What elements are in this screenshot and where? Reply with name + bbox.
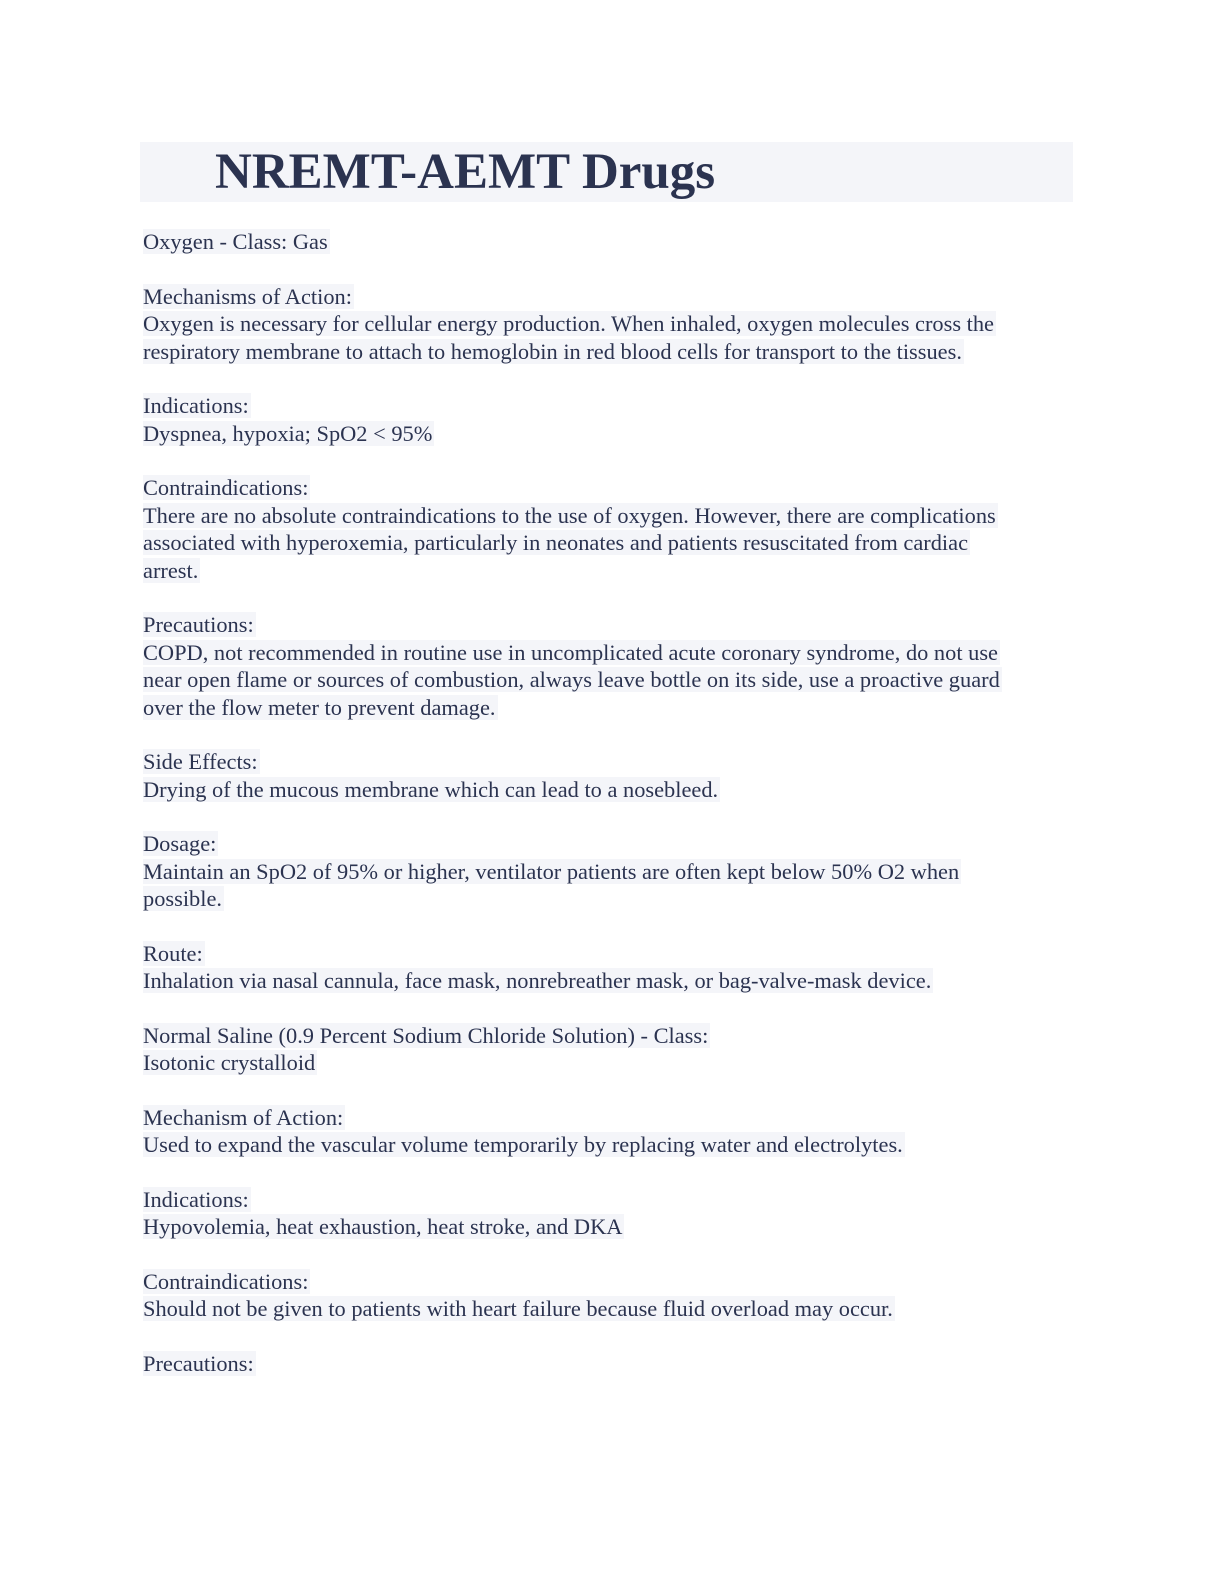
oxygen-route-line: Inhalation via nasal cannula, face mask, nonrebreather mask, or bag-valve-mask device.: [143, 968, 932, 993]
saline-indications-line: Hypovolemia, heat exhaustion, heat stroke, and DKA: [143, 1214, 623, 1239]
saline-indications-block: [143, 1186, 1073, 1241]
oxygen-precautions-block: [143, 611, 1073, 721]
oxygen-precautions-line: near open flame or sources of combustion, always leave bottle on its side, use a proactive guard: [143, 667, 1000, 692]
oxygen-dosage-block: [143, 830, 1073, 913]
saline-contraindications-line: Should not be given to patients with heart failure because fluid overload may occur.: [143, 1296, 893, 1321]
oxygen-dosage-line: possible.: [143, 886, 222, 911]
saline-mechanism-block: [143, 1104, 1073, 1159]
oxygen-indications-block: [143, 392, 1073, 447]
oxygen-mechanism-heading: Mechanisms of Action:: [143, 283, 352, 309]
document-body: [143, 228, 1073, 1404]
oxygen-route-heading: Route:: [143, 940, 203, 966]
oxygen-side-effects-line: Drying of the mucous membrane which can lead to a nosebleed.: [143, 776, 719, 802]
saline-precautions-heading: Precautions:: [143, 1350, 254, 1376]
saline-contraindications-block: [143, 1268, 1073, 1323]
oxygen-contraindications-line: arrest.: [143, 557, 199, 583]
oxygen-side-effects-block: [143, 748, 1073, 803]
oxygen-class-block: [143, 228, 1073, 256]
oxygen-contraindications-line: There are no absolute contraindications to the use of oxygen. However, there are complications: [143, 502, 996, 528]
saline-mechanism-line: Used to expand the vascular volume temporarily by replacing water and electrolytes.: [143, 1132, 903, 1157]
oxygen-precautions-heading: Precautions:: [143, 612, 254, 637]
saline-class-block: [143, 1022, 1073, 1077]
oxygen-indications-line: Dyspnea, hypoxia; SpO2 < 95%: [143, 420, 433, 446]
oxygen-route-block: [143, 940, 1073, 995]
saline-precautions-block: [143, 1350, 1073, 1378]
oxygen-mechanism-block: [143, 283, 1073, 366]
saline-class-line: Isotonic crystalloid: [143, 1050, 316, 1075]
oxygen-indications-heading: Indications:: [143, 393, 249, 418]
saline-contraindications-heading: Contraindications:: [143, 1268, 309, 1294]
oxygen-precautions-line: over the flow meter to prevent damage.: [143, 694, 496, 720]
document-title: NREMT-AEMT Drugs: [215, 144, 716, 200]
oxygen-mechanism-line: Oxygen is necessary for cellular energy production. When inhaled, oxygen molecules cross the: [143, 311, 994, 336]
oxygen-dosage-heading: Dosage:: [143, 831, 217, 856]
saline-class-line: Normal Saline (0.9 Percent Sodium Chloride Solution) - Class:: [143, 1022, 709, 1048]
oxygen-dosage-line: Maintain an SpO2 of 95% or higher, ventilator patients are often kept below 50% O2 when: [143, 858, 960, 884]
oxygen-class-text: Oxygen - Class: Gas: [143, 229, 328, 254]
oxygen-side-effects-heading: Side Effects:: [143, 749, 258, 774]
oxygen-contraindications-line: associated with hyperoxemia, particularly in neonates and patients resuscitated from cardiac: [143, 530, 969, 555]
oxygen-contraindications-block: [143, 474, 1073, 584]
saline-indications-heading: Indications:: [143, 1186, 249, 1212]
title-band: [140, 142, 1073, 202]
oxygen-contraindications-heading: Contraindications:: [143, 475, 309, 500]
oxygen-mechanism-line: respiratory membrane to attach to hemoglobin in red blood cells for transport to the tissues.: [143, 338, 962, 364]
oxygen-precautions-line: COPD, not recommended in routine use in uncomplicated acute coronary syndrome, do not use: [143, 639, 998, 665]
saline-mechanism-heading: Mechanism of Action:: [143, 1104, 344, 1130]
